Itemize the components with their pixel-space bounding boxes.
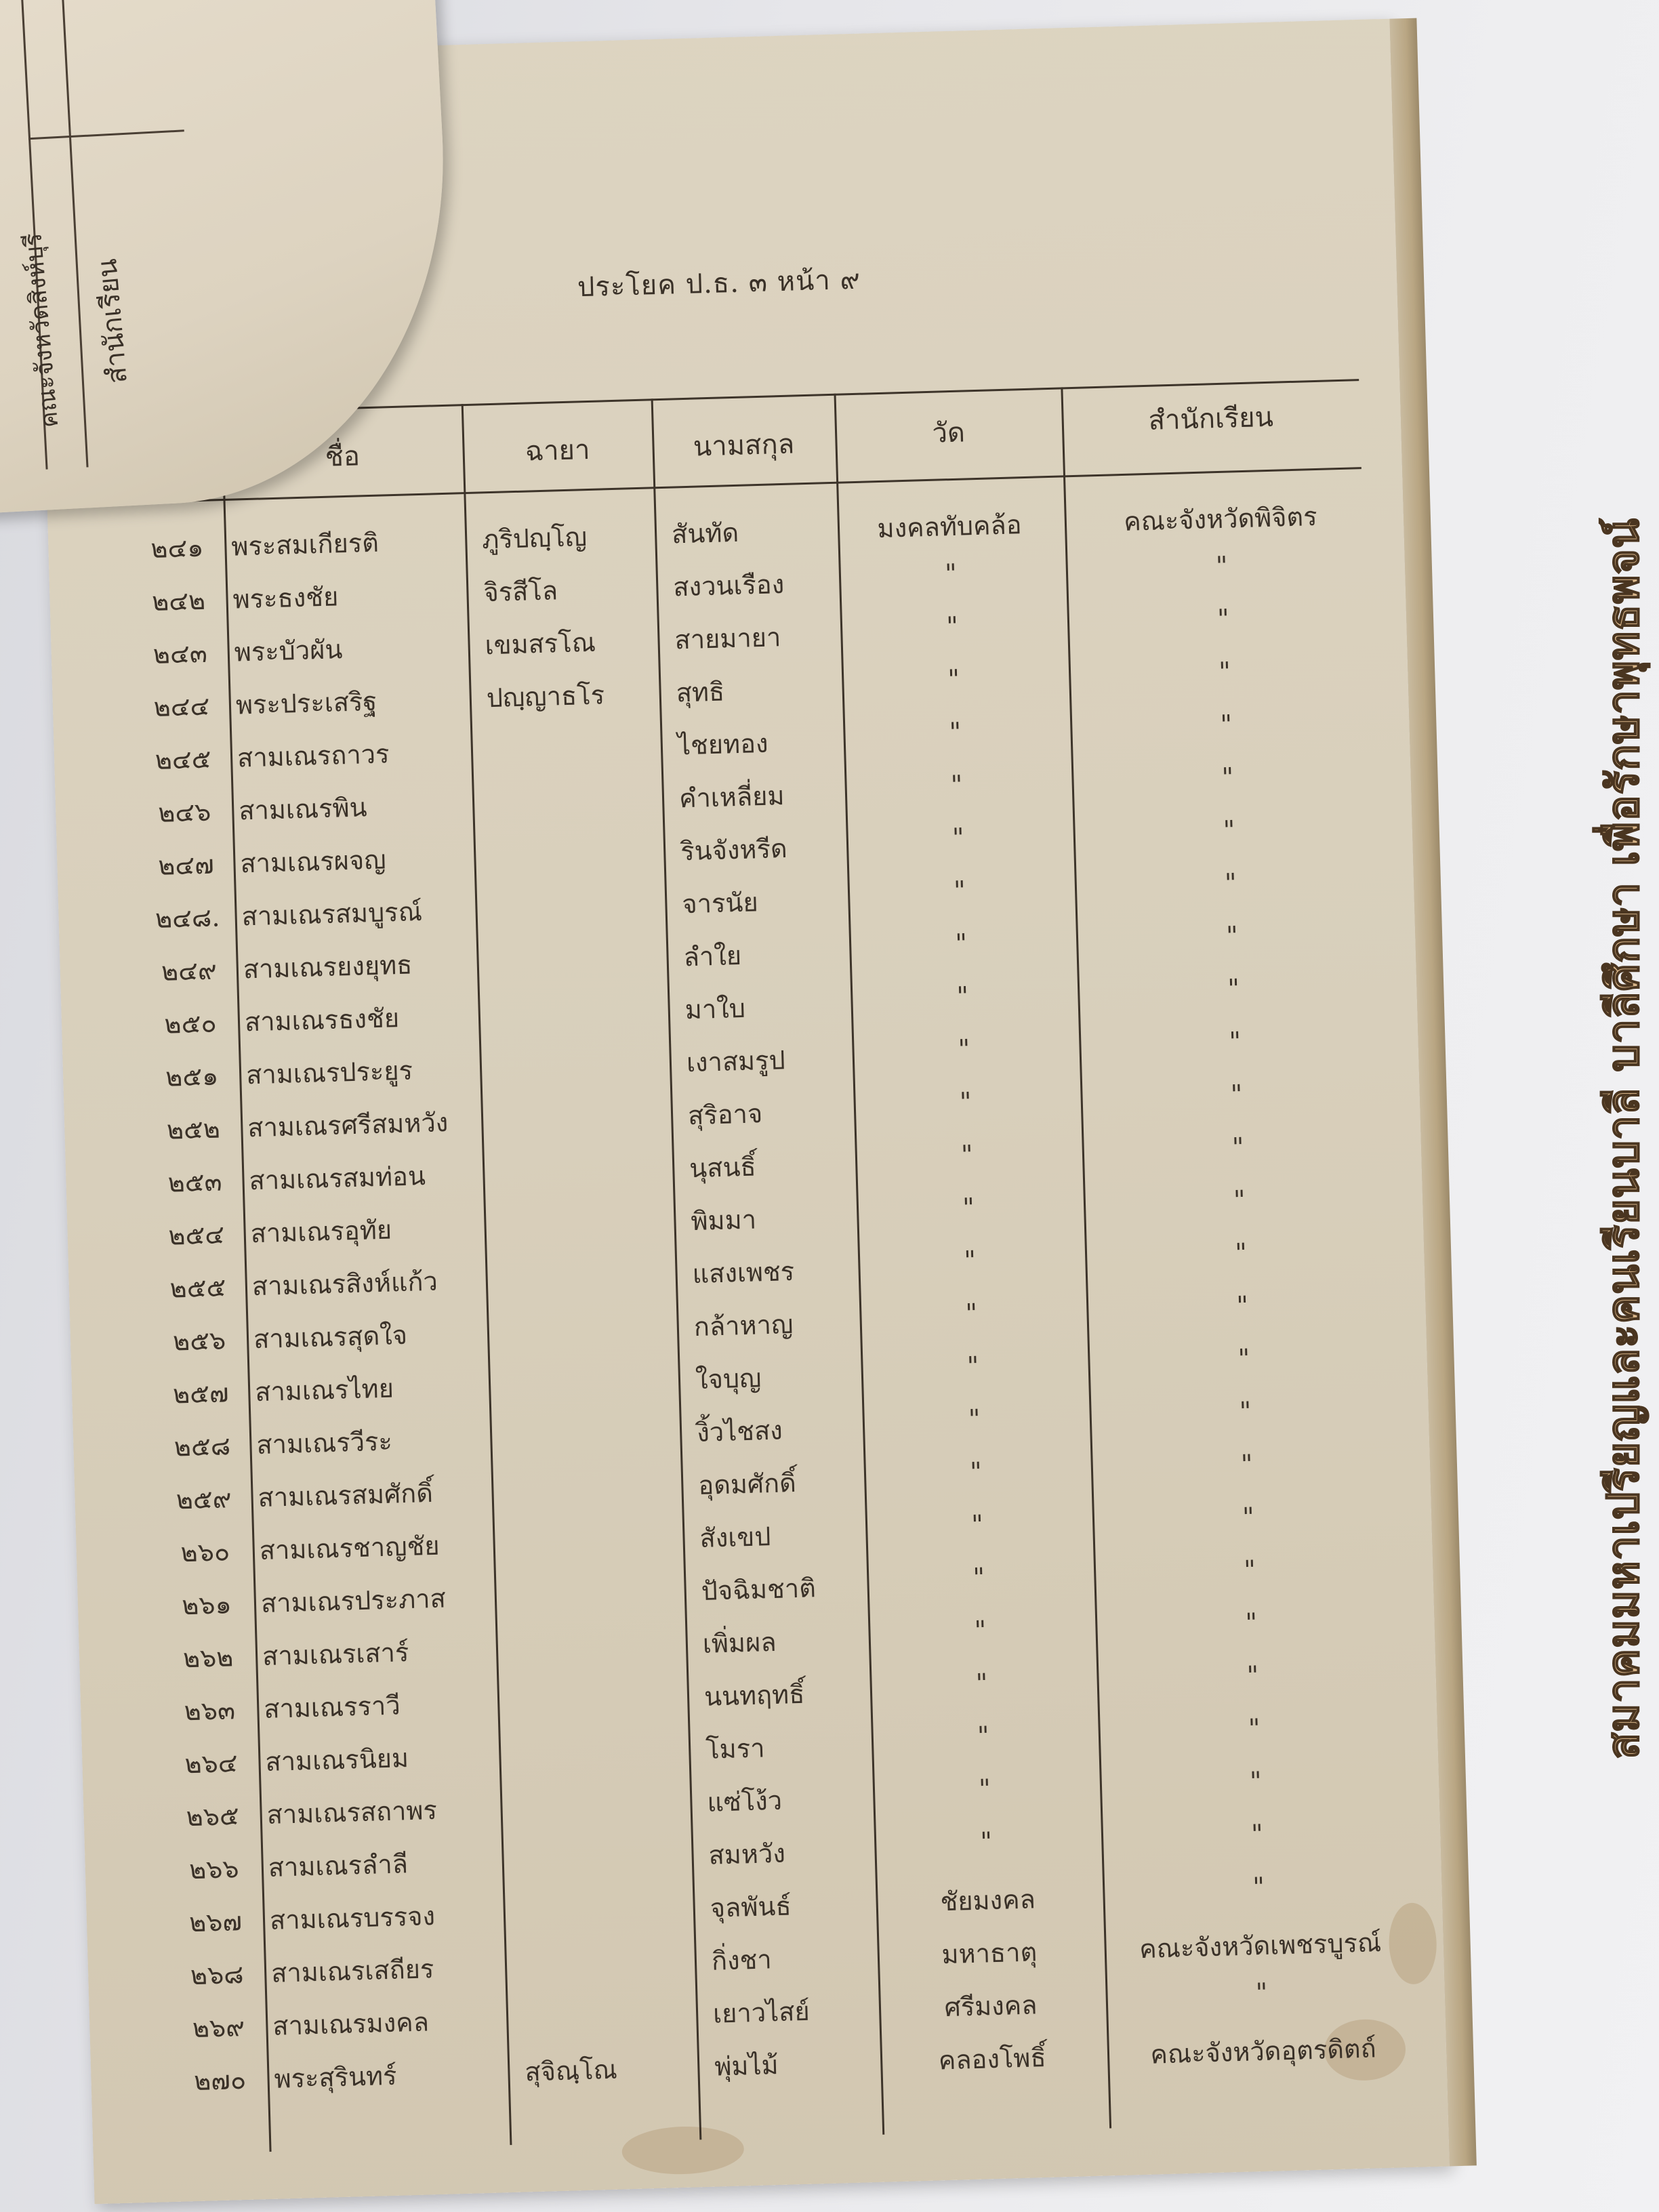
cell-name: สามเณรอุทัย <box>250 1214 392 1249</box>
cell-number: ๒๕๓ <box>167 1166 223 1198</box>
cell-name: สามเณรยงยุทธ <box>243 949 413 985</box>
cell-name: สามเณรไทย <box>254 1373 394 1408</box>
cell-name: สามเณรสุดใจ <box>253 1319 408 1355</box>
cell-surname: โมรา <box>705 1733 766 1765</box>
cell-wat: " <box>959 1086 972 1118</box>
cell-number: ๒๖๔ <box>184 1748 239 1780</box>
cell-school: " <box>1249 1765 1263 1797</box>
cell-number: ๒๕๔ <box>167 1219 225 1251</box>
cell-number: ๒๔๒ <box>151 585 206 617</box>
cell-number: ๒๕๗ <box>172 1378 230 1410</box>
cell-name: พระประเสริฐ <box>235 686 377 720</box>
cell-surname: จุลพันธ์ <box>710 1891 792 1923</box>
cell-name: สามเณรเสถียร <box>270 1954 434 1988</box>
cell-name: สามเณรมงคล <box>272 2007 430 2041</box>
cell-number: ๒๖๐ <box>180 1536 230 1568</box>
cell-surname: สุทธิ <box>676 676 725 708</box>
cell-number: ๒๕๖ <box>172 1325 226 1357</box>
cell-number: ๒๔๖ <box>157 796 211 828</box>
cell-number: ๒๔๗ <box>157 849 215 881</box>
prev-page-text: คณะจังหวัดสิงห์บุรี <box>19 232 64 429</box>
cell-name: พระสุรินทร์ <box>273 2060 398 2094</box>
cell-wat: " <box>945 611 959 642</box>
cell-school: " <box>1221 762 1234 793</box>
cell-school: " <box>1248 1713 1261 1744</box>
cell-surname: สันทัด <box>671 517 739 550</box>
cell-name: สามเณรประยูร <box>245 1055 413 1090</box>
cell-number: ๒๕๘ <box>173 1431 231 1462</box>
cell-wat: ชัยมงคล <box>939 1884 1036 1917</box>
cell-surname: นนทฤทธิ์ <box>703 1679 805 1712</box>
cell-wat: คลองโพธิ์ <box>938 2043 1047 2076</box>
cell-school: " <box>1218 656 1231 687</box>
cell-name: สามเณรราวี <box>263 1690 401 1725</box>
cell-surname: พุ่มไม้ <box>714 2050 779 2082</box>
cell-surname: งิ้วไชสง <box>696 1415 783 1448</box>
cell-number: ๒๖๕ <box>186 1801 240 1832</box>
cell-school: " <box>1215 550 1229 581</box>
cell-name: สามเณรศรีสมหวัง <box>247 1107 449 1143</box>
cell-surname: ใจบุญ <box>695 1363 762 1395</box>
cell-number: ๒๕๒ <box>166 1113 221 1145</box>
cell-name: สามเณรพิน <box>238 792 368 826</box>
cell-number: ๒๕๑ <box>165 1061 219 1092</box>
cell-number: ๒๕๕ <box>169 1272 226 1304</box>
cell-name: สามเณรสถาพร <box>266 1795 438 1830</box>
cell-wat: " <box>949 716 962 747</box>
cell-school: " <box>1235 1290 1249 1321</box>
cell-alias: จิรสีโล <box>483 575 558 608</box>
cell-surname: ลำใย <box>682 940 742 972</box>
cell-surname: สงวนเรือง <box>672 569 785 602</box>
cell-number: ๒๖๘ <box>190 1959 245 1991</box>
cell-name: สามเณรผจญ <box>239 844 387 879</box>
cell-school: " <box>1255 1977 1268 2008</box>
cell-alias: ปญฺญาธโร <box>486 680 605 714</box>
cell-surname: ไชยทอง <box>677 728 769 761</box>
header-wat: วัด <box>931 417 966 449</box>
cell-school: " <box>1227 973 1240 1004</box>
cell-number: ๒๔๑ <box>150 532 205 565</box>
cell-surname: สังเขป <box>699 1521 771 1553</box>
cell-school: " <box>1223 815 1236 846</box>
page-heading: ประโยค ป.ธ. ๓ หน้า ๙ <box>577 264 861 304</box>
cell-name: สามเณรลำลี <box>268 1849 409 1883</box>
cell-school: " <box>1219 709 1233 740</box>
cell-surname: รินจังหรีด <box>680 833 788 867</box>
cell-number: ๒๕๙ <box>176 1483 232 1515</box>
cell-alias: สุจิณฺโณ <box>524 2054 618 2087</box>
cell-surname: กิ่งชา <box>711 1944 773 1976</box>
cell-name: สามเณรสิงห์แก้ว <box>251 1266 438 1302</box>
cell-wat: " <box>970 1509 984 1540</box>
cell-alias: เขมสรโณ <box>485 627 596 661</box>
cell-number: ๒๖๑ <box>181 1589 232 1621</box>
cell-wat: " <box>966 1351 979 1381</box>
cell-school: " <box>1252 1871 1265 1902</box>
cell-wat: " <box>950 769 964 800</box>
cell-school: " <box>1239 1396 1252 1427</box>
cell-wat: " <box>956 981 969 1012</box>
cell-name: สามเณรถาวร <box>237 739 390 773</box>
cell-number: ๒๖๒ <box>182 1642 234 1674</box>
prev-page-rule <box>28 129 184 140</box>
cell-alias: ภูริปญฺโญ <box>481 522 588 555</box>
cell-surname: คำเหลี่ยม <box>678 781 785 814</box>
cell-wat: " <box>977 1721 990 1751</box>
cell-wat: " <box>958 1033 970 1065</box>
cell-surname: จารนัย <box>681 887 759 920</box>
page-edge <box>1389 18 1476 2167</box>
cell-school: " <box>1242 1502 1255 1532</box>
cell-name: สามเณรชาญชัย <box>259 1530 441 1566</box>
cell-school: " <box>1233 1185 1246 1215</box>
cell-name: สามเณรประภาส <box>260 1583 447 1619</box>
cell-school: " <box>1237 1343 1250 1374</box>
cell-surname: กล้าหาญ <box>693 1309 794 1343</box>
cell-wat: " <box>979 1826 993 1857</box>
cell-number: ๒๔๕ <box>155 743 212 775</box>
cell-wat: " <box>975 1668 989 1698</box>
cell-name: สามเณรวีระ <box>255 1426 393 1460</box>
header-school: สำนักเรียน <box>1147 401 1274 436</box>
cell-school: " <box>1250 1818 1264 1849</box>
cell-school: " <box>1230 1079 1243 1109</box>
cell-wat: " <box>969 1456 983 1487</box>
cell-school: " <box>1234 1237 1248 1268</box>
prev-page-text: สำนักเรียน <box>91 258 134 385</box>
cell-wat: " <box>963 1245 977 1275</box>
cell-surname: สายมายา <box>674 622 781 655</box>
cell-school: " <box>1216 603 1230 634</box>
cell-number: ๒๖๖ <box>188 1853 240 1885</box>
cell-wat: " <box>947 663 960 695</box>
cell-number: ๒๔๙ <box>161 955 218 987</box>
cell-name: สามเณรสมศักดิ์ <box>258 1477 434 1513</box>
cell-school: " <box>1229 1026 1242 1057</box>
cell-wat: " <box>944 558 958 589</box>
cell-school: " <box>1243 1555 1256 1585</box>
cell-name: พระสมเกียรติ <box>230 527 380 562</box>
cell-school: " <box>1231 1132 1245 1162</box>
cell-wat: " <box>954 928 968 959</box>
cell-number: ๒๔๔ <box>153 691 210 723</box>
cell-school: คณะจังหวัดเพชรบูรณ์ <box>1139 1927 1382 1965</box>
cell-wat: " <box>953 875 966 906</box>
cell-surname: นุสนธิ์ <box>689 1151 757 1184</box>
cell-school: คณะจังหวัดอุตรดิตถ์ <box>1149 2033 1377 2070</box>
cell-surname: สุริอาจ <box>687 1099 763 1131</box>
cell-number: ๒๖๙ <box>192 2012 245 2044</box>
cell-surname: เงาสมรูป <box>686 1045 786 1078</box>
cell-surname: ปัจฉิมชาติ <box>701 1573 817 1606</box>
cell-name: สามเณรเสาร์ <box>262 1637 409 1672</box>
cell-surname: อุดมศักดิ์ <box>697 1467 797 1501</box>
cell-name: สามเณรนิยม <box>264 1743 409 1778</box>
cell-school: " <box>1240 1449 1254 1479</box>
cell-number: ๒๕๐ <box>163 1008 218 1040</box>
cell-number: ๒๖๓ <box>184 1695 236 1727</box>
cell-surname: เพิ่มผล <box>702 1626 777 1659</box>
cell-wat: มงคลทับคล้อ <box>876 510 1023 544</box>
cell-wat: " <box>974 1615 987 1645</box>
cell-surname: สมหวัง <box>708 1838 786 1870</box>
cell-wat: " <box>962 1192 975 1223</box>
cell-number: ๒๔๘. <box>155 902 220 935</box>
cell-name: สามเณรสมบูรณ์ <box>241 897 423 932</box>
cell-school: " <box>1244 1607 1258 1638</box>
cell-surname: แสงเพชร <box>692 1256 795 1290</box>
cell-school: " <box>1246 1660 1259 1691</box>
header-alias: ฉายา <box>525 434 591 468</box>
cell-school: คณะจังหวัดพิจิตร <box>1123 501 1318 537</box>
cell-wat: ศรีมงคล <box>943 1990 1038 2023</box>
cell-number: ๒๗๐ <box>193 2065 247 2097</box>
stain <box>621 2125 745 2176</box>
cell-surname: แซ่โง้ว <box>706 1785 783 1818</box>
cell-wat: มหาธาตุ <box>941 1937 1038 1970</box>
cell-wat: " <box>978 1774 991 1804</box>
header-surname: นามสกุล <box>693 428 795 463</box>
cell-school: " <box>1224 867 1237 898</box>
cell-school: " <box>1225 920 1239 951</box>
cell-name: พระธงชัย <box>232 581 339 615</box>
cell-number: ๒๔๓ <box>152 638 208 670</box>
cell-wat: " <box>972 1562 985 1593</box>
cell-wat: " <box>965 1298 978 1328</box>
cell-name: สามเณรบรรจง <box>269 1901 436 1936</box>
header-name: ชื่อ <box>325 441 361 473</box>
cell-wat: " <box>968 1404 981 1434</box>
cell-name: สามเณรสมท่อน <box>248 1161 426 1196</box>
cell-wat: " <box>951 822 965 853</box>
cell-wat: " <box>960 1139 974 1170</box>
cell-name: พระบัวผัน <box>234 634 343 668</box>
cell-number: ๒๖๗ <box>188 1906 243 1938</box>
cell-surname: เยาวไสย์ <box>712 1996 811 2029</box>
cell-name: สามเณรธงชัย <box>244 1003 400 1038</box>
cell-surname: พิมมา <box>690 1204 757 1237</box>
cell-surname: มาใบ <box>684 993 746 1025</box>
watermark-text: สมาคมมหาเปรียญและคนเรียนบาลี บาลีศึกษา เพื่อรักษาพุทธพจน์ <box>1599 518 1649 1759</box>
